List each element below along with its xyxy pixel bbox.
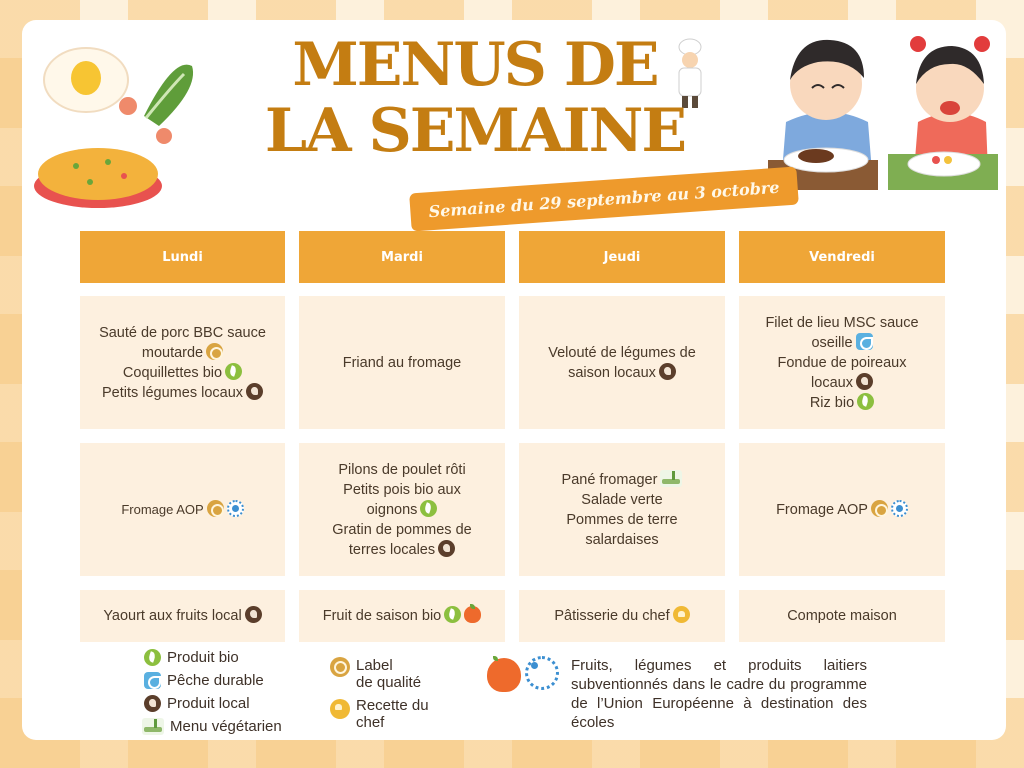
menu-cell-lundi-main (80, 443, 285, 576)
bio-leaf-icon (857, 393, 874, 410)
menu-line: Fruit de saison bio (322, 608, 442, 624)
menu-line: Compote maison (787, 608, 897, 624)
fish-icon (856, 333, 873, 350)
menu-line: Pommes de terre (566, 511, 678, 528)
menu-line: Velouté de légumes de (548, 344, 696, 361)
quality-label-icon (206, 343, 223, 360)
title-line-1: MENUS DE (292, 30, 658, 100)
menu-cell-mardi-main (299, 443, 505, 576)
menu-line: Pané fromager (561, 471, 658, 488)
bio-leaf-icon (225, 363, 242, 380)
quality-label-icon (871, 500, 888, 517)
menu-line: terres locales (348, 541, 436, 558)
day-header-vendredi: Vendredi (739, 231, 945, 283)
legend-local (144, 695, 250, 712)
menu-line: Gratin de pommes de (332, 521, 472, 538)
legend-label-qualite (330, 657, 421, 691)
legend-bio (144, 649, 239, 666)
vegetarian-icon (142, 718, 164, 735)
chef-recipe-icon (330, 699, 350, 719)
local-produce-icon (245, 606, 262, 623)
vegetarian-icon (660, 470, 682, 487)
menu-line: Pilons de poulet rôti (338, 461, 466, 478)
legend-peche (144, 672, 264, 689)
legend-recette (330, 697, 429, 731)
fruit-program-icon (464, 606, 481, 623)
legend-label: Pêche durable (167, 672, 264, 689)
menu-line: oignons (366, 501, 418, 518)
milk-program-icon (891, 500, 908, 517)
legend-label: Recette du (356, 697, 429, 714)
day-header-jeudi: Jeudi (519, 231, 725, 283)
page-title (240, 32, 710, 164)
menu-cell-vendredi-dessert (739, 590, 945, 642)
menu-line: salardaises (585, 531, 659, 548)
milk-program-icon (227, 500, 244, 517)
menu-cell-lundi-starter (80, 296, 285, 429)
legend-eu-program: Fruits, légumes et produits laitiers subventionnés dans le cadre du programme de l’Union Européenne à destination des écoles (571, 657, 867, 731)
bio-leaf-icon (420, 500, 437, 517)
legend-label: Produit local (167, 695, 250, 712)
quality-label-icon (330, 657, 350, 677)
menu-cell-vendredi-main (739, 443, 945, 576)
menu-line: Fromage AOP (121, 501, 204, 517)
menu-line: Riz bio (809, 394, 855, 411)
menu-cell-mardi-starter (299, 296, 505, 429)
local-produce-icon (659, 363, 676, 380)
local-produce-icon (438, 540, 455, 557)
local-produce-icon (856, 373, 873, 390)
menu-cell-lundi-dessert (80, 590, 285, 642)
menu-line: Filet de lieu MSC sauce (765, 314, 919, 331)
legend-label: de qualité (356, 674, 422, 691)
menu-line: Friand au fromage (342, 354, 462, 371)
week-label: Semaine du 29 septembre au 3 octobre (427, 177, 780, 221)
menu-line: saison locaux (568, 364, 656, 381)
menu-line: Coquillettes bio (122, 364, 223, 381)
menu-cell-jeudi-dessert (519, 590, 725, 642)
menu-cell-vendredi-starter (739, 296, 945, 429)
menu-line: Sauté de porc BBC sauce (99, 324, 266, 341)
day-header-mardi: Mardi (299, 231, 505, 283)
quality-label-icon (207, 500, 224, 517)
menu-line: moutarde (141, 344, 204, 361)
menu-line: Petits pois bio aux (343, 481, 461, 498)
chef-recipe-icon (673, 606, 690, 623)
title-line-2: LA SEMAINE (264, 96, 686, 166)
fish-icon (144, 672, 161, 689)
menu-cell-jeudi-starter (519, 296, 725, 429)
legend-label: Produit bio (167, 649, 239, 666)
menu-line: Petits légumes locaux (101, 384, 244, 401)
legend-label: Label (356, 657, 393, 674)
legend-label: Menu végétarien (170, 718, 282, 735)
local-produce-icon (246, 383, 263, 400)
menu-line: oseille (811, 334, 853, 351)
fruit-program-icon (487, 658, 521, 692)
food-illustration (24, 26, 234, 216)
menu-line: locaux (811, 374, 853, 391)
menu-cell-mardi-dessert (299, 590, 505, 642)
milk-program-icon (525, 656, 559, 690)
menu-line: Yaourt aux fruits local (103, 608, 242, 624)
bio-leaf-icon (144, 649, 161, 666)
menu-line: Fromage AOP (776, 501, 868, 518)
menu-line: Salade verte (581, 491, 663, 508)
bio-leaf-icon (444, 606, 461, 623)
local-produce-icon (144, 695, 161, 712)
day-header-lundi: Lundi (80, 231, 285, 283)
legend-label: chef (356, 714, 385, 731)
menu-line: Pâtisserie du chef (554, 608, 670, 624)
legend-vegetarien (142, 718, 282, 735)
menu-line: Fondue de poireaux (777, 354, 907, 371)
kids-illustration (768, 22, 998, 198)
menu-cell-jeudi-main (519, 443, 725, 576)
